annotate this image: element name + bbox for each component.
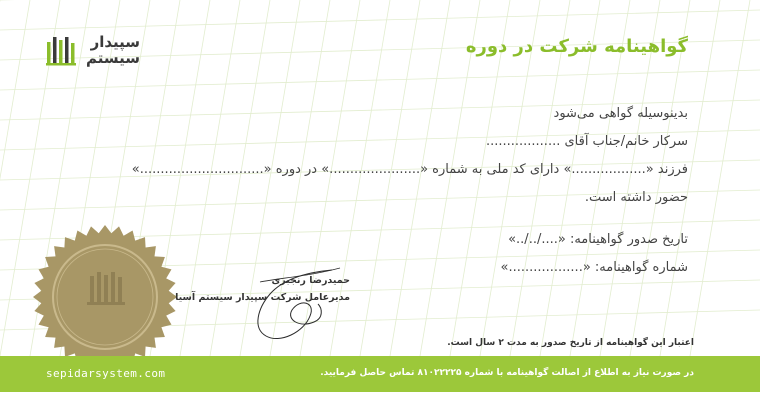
body-line-3: فرزند «..................» دارای کد ملی به شماره «......................» در دوره «..............................» (131, 162, 688, 177)
sepidar-bars-icon (44, 33, 78, 67)
website-link[interactable]: sepidarsystem.com (46, 367, 166, 380)
signer-position: مدیرعامل شرکت سپیدار سیستم آسیا (175, 292, 350, 303)
body-line-1: بدینوسیله گواهی می‌شود (553, 106, 688, 121)
signer-name: حمیدرضا رنجبری (271, 275, 350, 286)
body-line-4: حضور داشته است. (584, 190, 688, 205)
footer-note: در صورت نیاز به اطلاع از اصالت گواهینامه با شماره ۸۱۰۲۲۲۲۵ تماس حاصل فرمایید. (320, 368, 694, 378)
brand-name-line2: سیستم (86, 49, 141, 67)
sepidar-seal-icon (30, 222, 180, 372)
signer-block (160, 272, 350, 306)
issue-date: تاریخ صدور گواهینامه: «..../../..» (508, 232, 688, 247)
certificate-title: گواهینامه شرکت در دوره (465, 36, 688, 57)
brand-name-line1: سپیدار (90, 33, 141, 51)
validity-note: اعتبار این گواهینامه از تاریخ صدور به مدت ۲ سال است. (447, 338, 694, 348)
certificate-number: شماره گواهینامه: «..................» (500, 260, 688, 275)
bottom-strip (0, 392, 760, 400)
footer-bar (0, 356, 760, 392)
brand-logo (44, 30, 174, 70)
brand-name (86, 34, 140, 66)
body-line-2: سرکار خانم/جناب آقای .................. (485, 134, 688, 149)
